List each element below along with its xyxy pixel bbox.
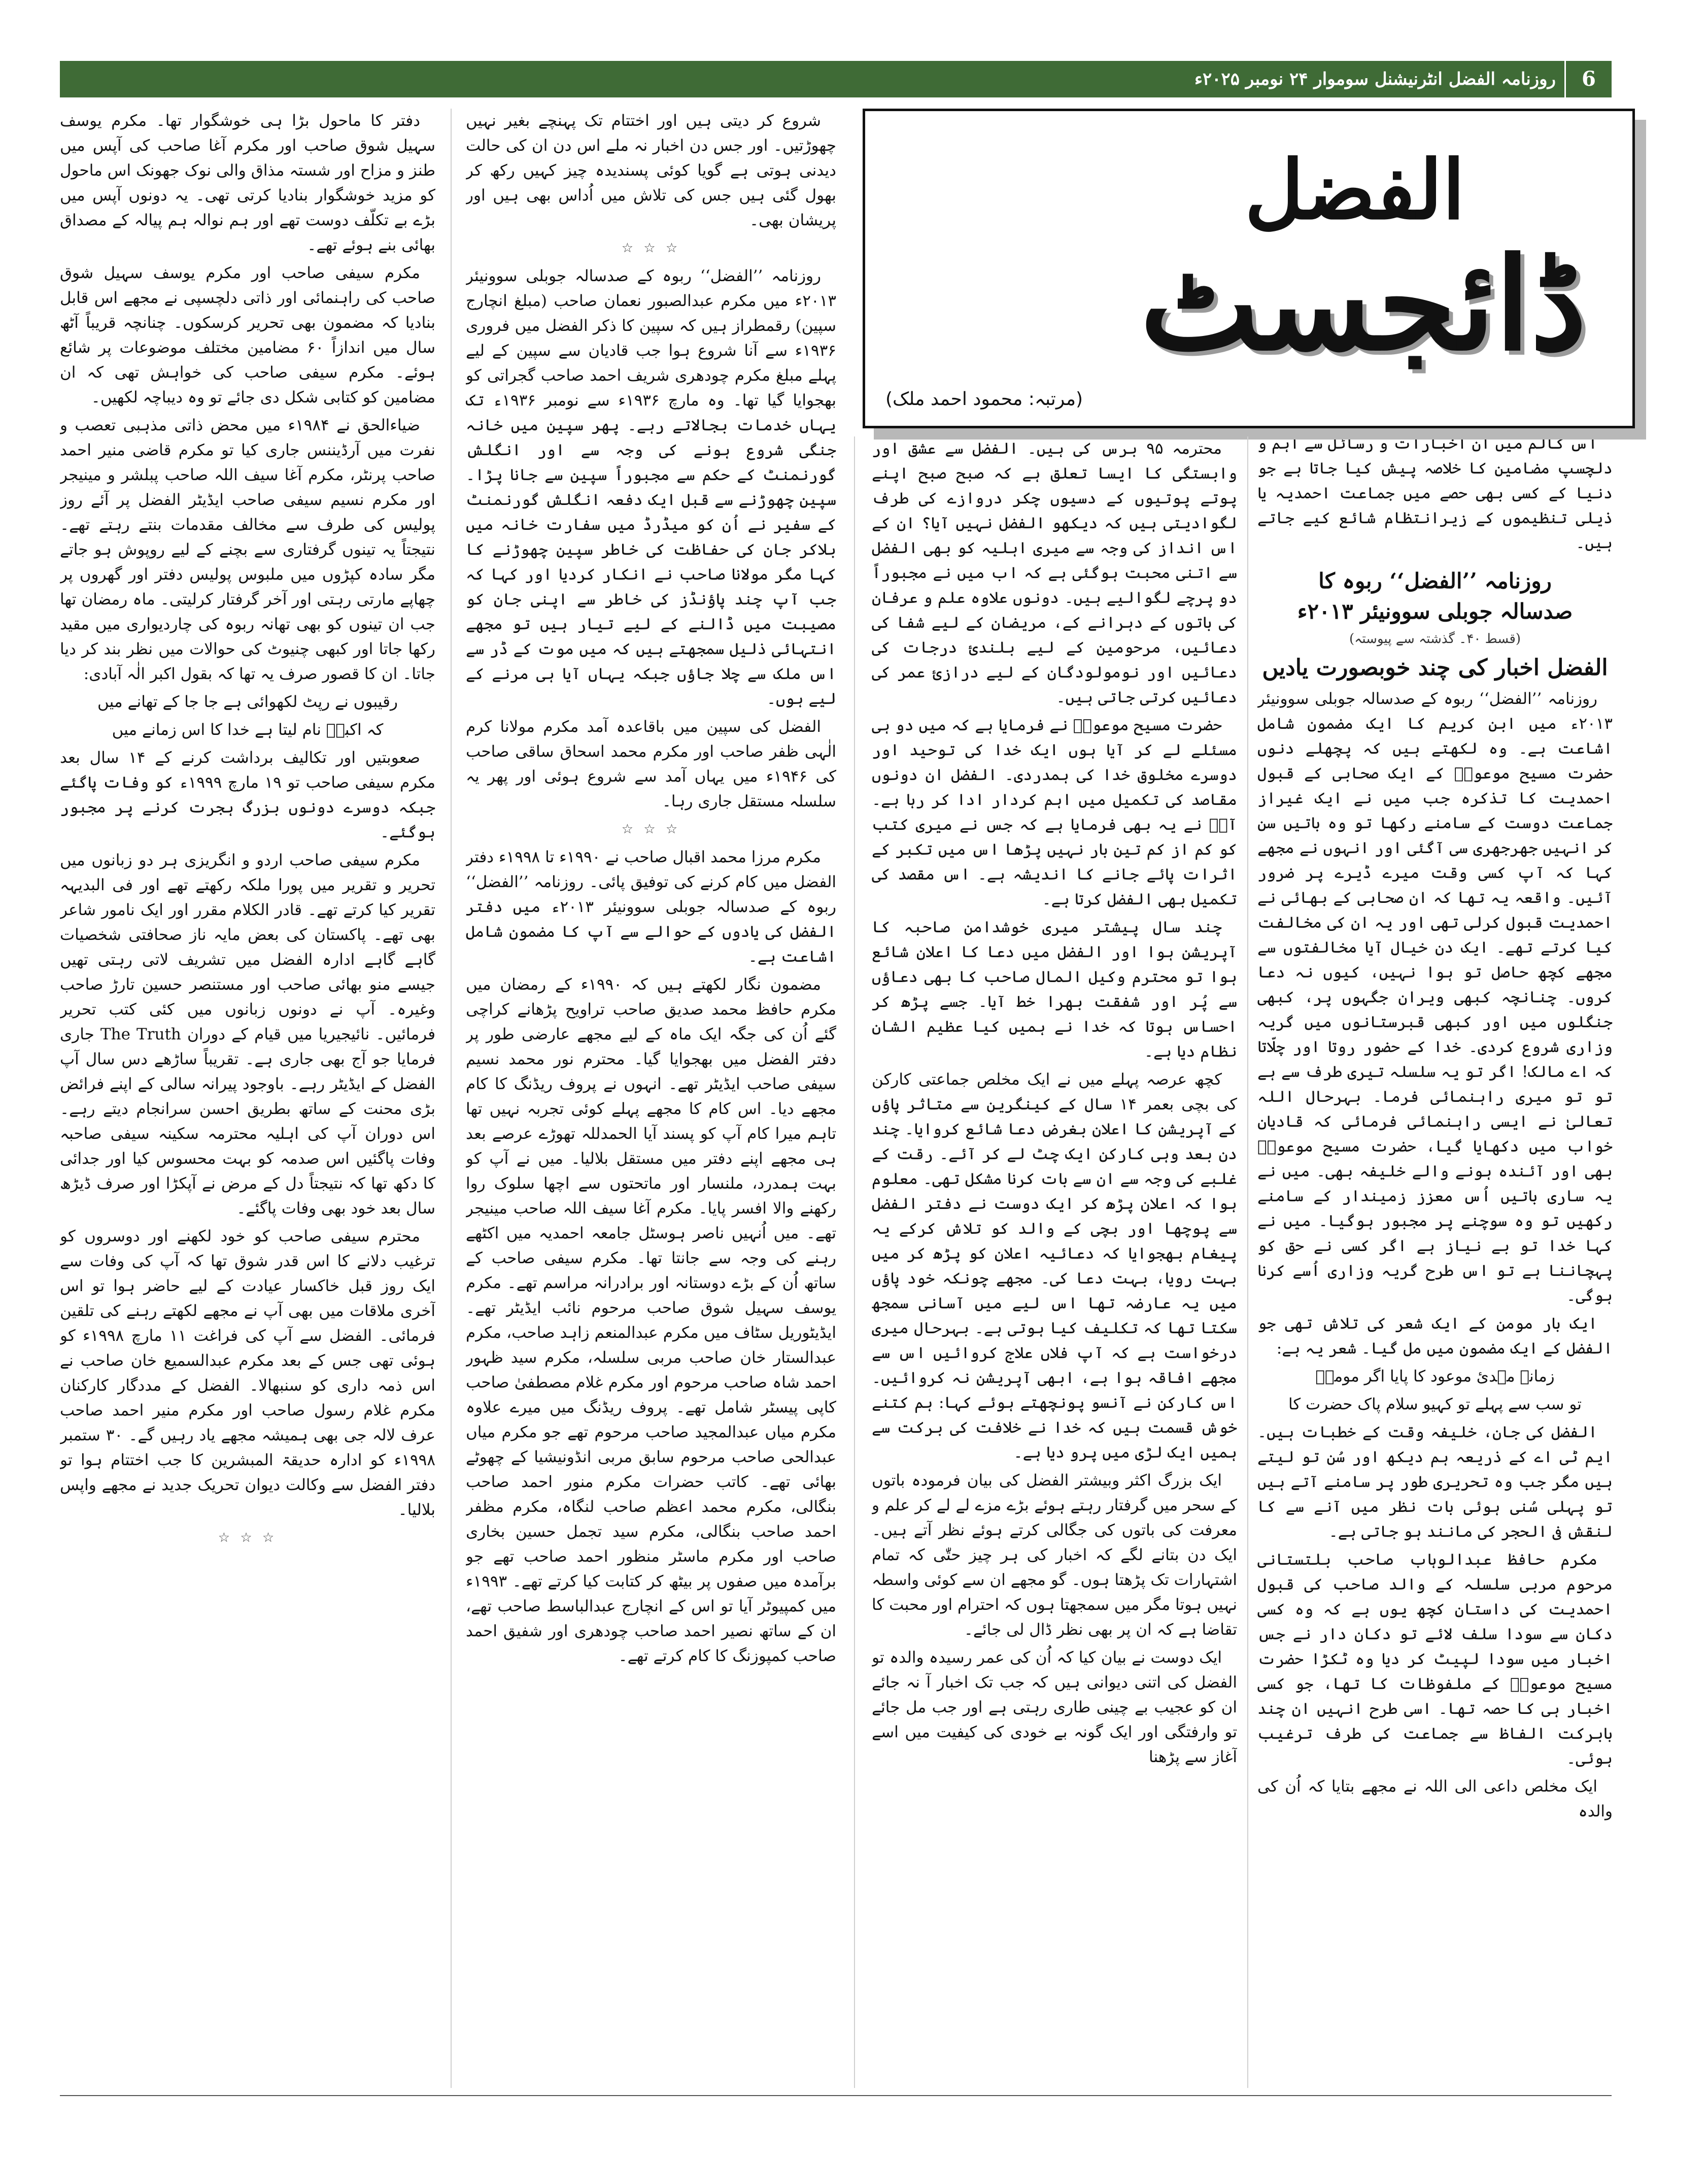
- column-3: [466, 109, 836, 2088]
- article-subheading: الفضل اخبار کی چند خوبصورت یادیں: [1262, 655, 1608, 681]
- digest-masthead: [863, 109, 1635, 428]
- paragraph: مکرم سیفی صاحب اردو و انگریزی ہر دو زبانوں میں تحریر و تقریر میں پورا ملکہ رکھتے تھے اور فی البدیہہ تقریر کیا کرتے تھے۔ قادر الکلام مقرر اور ایک نامور شاعر بھی تھے۔ پاکستان کی بعض مایہ ناز صحافتی شخصیات گاہے گاہے ادارہ الفضل میں تشریف لاتی رہتی تھیں جیسے منو بھائی صاحب اور مستنصر حسین تارڑ صاحب وغیرہ۔ آپ نے دونوں زبانوں میں کئی کتب تحریر فرمائیں۔ نائیجیریا میں قیام کے دوران The Truth جاری فرمایا جو آج بھی جاری ہے۔ تقریباً ساڑھے دس سال آپ الفضل کے ایڈیٹر رہے۔ باوجود پیرانہ سالی کے اپنے فرائض بڑی محنت کے ساتھ بطریق احسن سرانجام دیتے رہے۔ اس دوران آپ کی اہلیہ محترمہ سکینہ سیفی صاحبہ وفات پاگئیں اس صدمہ کو بہت محسوس کیا اور جدائی کا دکھ تھا کہ نتیجتاً دل کے مرض نے آپکڑا اور صرف ڈیڑھ سال بعد خود بھی وفات پاگئے۔: [60, 851, 435, 1218]
- paragraph: محترمہ ۹۵ برس کی ہیں۔ الفضل سے عشق اور وابستگی کا ایسا تعلق ہے کہ صبح صبح اپنے پوتے پوتیوں کے دسیوں چکر دروازے کی طرف لگوادیتی ہیں کہ دیکھو الفضل نہیں آیا؟ ان کے اس انداز کی وجہ سے میری اہلیہ کو بھی الفضل سے اتنی محبت ہوگئی ہے کہ اب میں نے مجبوراً دو پرچے لگوالیے ہیں۔ دونوں علاوہ علم و عرفان کی باتوں کے دہرانے کے، مریضان کے لیے شفا کی دعائیں، مرحومین کے لیے بلندیٔ درجات کی دعائیں اور نومولودگان کے لیے درازیٔ عمر کی دعائیں کرتی جاتی ہیں۔: [872, 440, 1237, 706]
- paragraph: شروع کر دیتی ہیں اور اختتام تک پہنچے بغیر نہیں چھوڑتیں۔ اور جس دن اخبار نہ ملے اس دن ان کی حالت دیدنی ہوتی ہے گویا کوئی پسندیدہ چیز کہیں رکھ کر بھول گئی ہیں جس کی تلاش میں اُداس بھی ہیں اور پریشان بھی۔: [466, 112, 836, 229]
- poem-line: زمانہ مہدیٔ موعود کا پایا اگر مومنؔ: [1315, 1367, 1555, 1386]
- article-installment: (قسط ۴۰۔ گذشتہ سے پیوستہ): [1349, 631, 1521, 647]
- section-divider: ☆ ☆ ☆: [621, 822, 681, 837]
- page-number: 6: [1564, 61, 1612, 97]
- column-4: [60, 109, 435, 2088]
- section-divider: ☆ ☆ ☆: [218, 1530, 278, 1545]
- column-divider: [854, 436, 855, 2088]
- header-title: روزنامہ الفضل انٹرنیشنل سوموار ۲۴ نومبر ۲۰۲۵ء: [1194, 69, 1556, 89]
- paragraph: ایک بزرگ اکثر وبیشتر الفضل کی بیان فرمودہ باتوں کے سحر میں گرفتار رہتے ہوئے بڑے مزے لے لے کر علم و معرفت کی باتوں کی جگالی کرتے ہوئے نظر آتے ہیں۔ ایک دن بتانے لگے کہ اخبار کی ہر چیز حتّٰی کہ تمام اشتہارات تک پڑھتا ہوں۔ گو مجھے ان سے کوئی واسطہ نہیں ہوتا مگر میں سمجھتا ہوں کہ احترام اور محبت کا تقاضا ہے کہ ان پر بھی نظر ڈال لی جائے۔: [872, 1471, 1237, 1639]
- column-divider: [451, 109, 452, 2088]
- paragraph: مکرم مرزا محمد اقبال صاحب نے ۱۹۹۰ء تا ۱۹۹۸ء دفتر الفضل میں کام کرنے کی توفیق پائی۔ روزنامہ ’’الفضل‘‘ ربوہ کے صدسالہ جوبلی سوونیئر ۲۰۱۳ء میں دفتر الفضل کی یادوں کے حوالے سے آپ کا مضمون شامل اشاعت ہے۔: [466, 848, 836, 966]
- paragraph: الفضل کی سپین میں باقاعدہ آمد مکرم مولانا کرم الٰہی ظفر صاحب اور مکرم محمد اسحاق ساقی صاحب کی ۱۹۴۶ء میں یہاں آمد سے شروع ہوئی اور پھر یہ سلسلہ مستقل جاری رہا۔: [466, 718, 836, 811]
- paragraph: مکرم حافظ عبدالوہاب صاحب بلتستانی مرحوم مربی سلسلہ کے والد صاحب کی قبول احمدیت کی داستان کچھ یوں ہے کہ وہ کسی دکان سے سودا سلف لائے تو دکان دار نے جس اخبار میں سودا لپیٹ کر دیا وہ ٹکڑا حضرت مسیح موعودؑ کے ملفوظات کا تھا، جو کسی اخبار ہی کا حصہ تھا۔ اسی طرح انہیں ان چند بابرکت الفاظ سے جماعت کی طرف ترغیب ہوئی۔: [1257, 1550, 1613, 1768]
- poem-line: رقیبوں نے رپٹ لکھوائی ہے جا جا کے تھانے میں: [97, 693, 398, 711]
- paragraph: روزنامہ ’’الفضل‘‘ ربوہ کے صدسالہ جوبلی سوونیئر ۲۰۱۳ء میں ابن کریم کا ایک مضمون شامل اشاعت ہے۔ وہ لکھتے ہیں کہ پچھلے دنوں حضرت مسیح موعودؑ کے ایک صحابی کے قبول احمدیت کا تذکرہ جب میں نے ایک غیراز جماعت دوست کے سامنے رکھا تو وہ باتیں سن کر انہیں جھرجھری سی آگئی اور انہوں نے مجھے کہا کہ آپ کسی وقت میرے ڈیرے پر ضرور آئیں۔ واقعہ یہ تھا کہ ان صحابی کے بھائی نے احمدیت قبول کرلی تھی اور یہ ان کی مخالفت کیا کرتے تھے۔ ایک دن خیال آیا مخالفتوں سے مجھے کچھ حاصل تو ہوا نہیں، کیوں نہ دعا کروں۔ چنانچہ کبھی ویران جگہوں پر، کبھی جنگلوں میں اور کبھی قبرستانوں میں گریہ وزاری شروع کردی۔ خدا کے حضور روتا اور چلّاتا کہ اے مالک! اگر تو یہ سلسلہ تیری طرف سے ہے تو تو میری راہنمائی فرما۔ بہرحال اللہ تعالیٰ نے ایسی راہنمائی فرمائی کہ قادیان خواب میں دکھایا گیا، حضرت مسیح موعودؑ بھی اور آئندہ ہونے والے خلیفہ بھی۔ میں نے یہ ساری باتیں اُس معزز زمیندار کے سامنے رکھیں تو وہ سوچنے پر مجبور ہوگیا۔ میں نے کہا خدا تو بے نیاز ہے اگر کسی نے حق کو پہچاننا ہے تو اس طرح گریہ وزاری اُسے کرنا ہوگی۔: [1257, 690, 1613, 1305]
- article-heading-line2: صدسالہ جوبلی سوونیئر ۲۰۱۳ء: [1297, 599, 1573, 624]
- bottom-rule: [60, 2095, 1612, 2096]
- paragraph: مکرم سیفی صاحب اور مکرم یوسف سہیل شوق صاحب کی راہنمائی اور ذاتی دلچسپی نے مجھے اس قابل بنادیا کہ مضمون بھی تحریر کرسکوں۔ چنانچہ قریباً آٹھ سال میں اندازاً ۶۰ مضامین مختلف موضوعات پر شائع ہوئے۔ مکرم سیفی صاحب کی خواہش تھی کہ ان مضامین کو کتابی شکل دی جائے تو وہ دیباچہ لکھیں۔: [60, 264, 435, 407]
- paragraph: ضیاءالحق نے ۱۹۸۴ء میں محض ذاتی مذہبی تعصب و نفرت میں آرڈیننس جاری کیا تو مکرم قاضی منیر احمد صاحب پرنٹر، مکرم آغا سیف اللہ صاحب پبلشر و مینیجر اور مکرم نسیم سیفی صاحب ایڈیٹر الفضل پر آئے روز پولیس کی طرف سے مخالف مقدمات بنتے رہتے تھے۔ نتیجتاً یہ تینوں گرفتاری سے بچنے کے لیے روپوش ہو جاتے مگر سادہ کپڑوں میں ملبوس پولیس دفتر اور گھروں پر چھاپے مارتی رہتی اور آخر گرفتار کرلیتی۔ ماہ رمضان تھا جب ان تینوں کو بھی تھانہ ربوہ کی چاردیواری میں مقید رکھا جاتا اور کبھی چنیوٹ کی حوالات میں نظر بند کر دیا جاتا۔ ان کا قصور صرف یہ تھا کہ بقول اکبر الٰہ آبادی:: [60, 416, 435, 683]
- masthead-editor: (مرتبہ: محمود احمد ملک): [885, 389, 1083, 410]
- column-2: [872, 436, 1237, 2088]
- header-bar: [60, 61, 1612, 97]
- poem-line: تو سب سے پہلے تو کہیو سلام پاک حضرت کا: [1288, 1395, 1582, 1413]
- column-intro: اس کالم میں ان اخبارات و رسائل سے اہم و دلچسپ مضامین کا خلاصہ پیش کیا جاتا ہے جو دنیا کے کسی بھی حصے میں جماعت احمدیہ یا ذیلی تنظیموں کے زیرانتظام شائع کیے جاتے ہیں۔: [1257, 434, 1613, 552]
- paragraph: دفتر کا ماحول بڑا ہی خوشگوار تھا۔ مکرم یوسف سہیل شوق صاحب اور مکرم آغا صاحب کی آپس میں طنز و مزاح اور شستہ مذاق والی نوک جھونک اس ماحول کو مزید خوشگوار بنادیا کرتی تھی۔ یہ دونوں آپس میں بڑے بے تکلّف دوست تھے اور ہم نوالہ ہم پیالہ کے مصداق بھائی بنے ہوئے تھے۔: [60, 112, 435, 254]
- section-divider: ☆ ☆ ☆: [621, 241, 681, 256]
- paragraph: محترم سیفی صاحب کو خود لکھنے اور دوسروں کو ترغیب دلانے کا اس قدر شوق تھا کہ آپ کی وفات سے ایک روز قبل خاکسار عیادت کے لیے حاضر ہوا تو اس آخری ملاقات میں بھی آپ نے مجھے لکھتے رہنے کی تلقین فرمائی۔ الفضل سے آپ کی فراغت ۱۱ مارچ ۱۹۹۸ء کو ہوئی تھی جس کے بعد مکرم عبدالسمیع خان صاحب نے اس ذمہ داری کو سنبھالا۔ الفضل کے مددگار کارکنان مکرم غلام رسول صاحب اور مکرم منیر احمد صاحب عرف لالہ جی بھی ہمیشہ مجھے یاد رہیں گے۔ ۳۰ ستمبر ۱۹۹۸ء کو ادارہ حدیقۃ المبشرین کا جب اختتام ہوا تو دفتر الفضل سے وکالت دیوان تحریک جدید نے مجھے واپس بلالیا۔: [60, 1227, 435, 1519]
- paragraph: صعوبتیں اور تکالیف برداشت کرنے کے ۱۴ سال بعد مکرم سیفی صاحب تو ۱۹ مارچ ۱۹۹۹ء کو وفات پاگئے جبکہ دوسرے دونوں بزرگ ہجرت کرنے پر مجبور ہوگئے۔: [60, 749, 435, 841]
- paragraph: ایک مخلص داعی الی اللہ نے مجھے بتایا کہ اُن کی والدہ: [1257, 1777, 1613, 1820]
- masthead-title-digest: ڈائجسٹ: [1140, 229, 1587, 379]
- paragraph: مضمون نگار لکھتے ہیں کہ ۱۹۹۰ء کے رمضان میں مکرم حافظ محمد صدیق صاحب تراویح پڑھانے کراچی گئے اُن کی جگہ ایک ماہ کے لیے مجھے عارضی طور پر دفتر الفضل میں بھجوایا گیا۔ محترم نور محمد نسیم سیفی صاحب ایڈیٹر تھے۔ انہوں نے پروف ریڈنگ کا کام مجھے دیا۔ اس کام کا مجھے پہلے کوئی تجربہ نہیں تھا تاہم میرا کام آپ کو پسند آیا الحمدللہ تھوڑے عرصے بعد ہی مجھے اپنے دفتر میں مستقل بلالیا۔ میں نے آپ کو بہت ہمدرد، ملنسار اور ماتحتوں سے اچھا سلوک روا رکھنے والا افسر پایا۔ مکرم آغا سیف اللہ صاحب مینیجر تھے۔ میں اُنہیں ناصر ہوسٹل جامعہ احمدیہ میں اکٹھے رہنے کی وجہ سے جانتا تھا۔ مکرم سیفی صاحب کے ساتھ اُن کے بڑے دوستانہ اور برادرانہ مراسم تھے۔ مکرم یوسف سہیل شوق صاحب مرحوم نائب ایڈیٹر تھے۔ ایڈیٹوریل سٹاف میں مکرم عبدالمنعم زاہد صاحب، مکرم عبدالستار خان صاحب مربی سلسلہ، مکرم سید ظہور احمد شاہ صاحب مرحوم اور مکرم غلام مصطفیٰ صاحب کاپی پیسٹر شامل تھے۔ پروف ریڈنگ میں میرے علاوہ مکرم میاں عبدالمجید صاحب مرحوم تھے جو مکرم میاں عبدالحی صاحب مرحوم سابق مربی انڈونیشیا کے چھوٹے بھائی تھے۔ کاتب حضرات مکرم منور احمد صاحب بنگالی، مکرم محمد اعظم صاحب لنگاہ، مکرم مظفر احمد صاحب بنگالی، مکرم سید تجمل حسین بخاری صاحب اور مکرم ماسٹر منظور احمد صاحب تھے جو برآمدہ میں صفوں پر بیٹھ کر کتابت کیا کرتے تھے۔ ۱۹۹۳ء میں کمپیوٹر آیا تو اس کے انچارج عبدالباسط صاحب تھے، ان کے ساتھ نصیر احمد صاحب چودھری اور شفیق احمد صاحب کمپوزنگ کا کام کرتے تھے۔: [466, 975, 836, 1665]
- paragraph: الفضل کی جان، خلیفہ وقت کے خطبات ہیں۔ ایم ٹی اے کے ذریعہ ہم دیکھ اور سُن تو لیتے ہیں مگر جب وہ تحریری طور پر سامنے آتے ہیں تو پہلی سُنی ہوئی بات نظر میں آنے سے کا لنقش فی الحجر کی مانند ہو جاتی ہے۔: [1257, 1423, 1613, 1541]
- paragraph: ایک دوست نے بیان کیا کہ اُن کی عمر رسیدہ والدہ تو الفضل کی اتنی دیوانی ہیں کہ جب تک اخبار آ نہ جائے ان کو عجیب بے چینی طاری رہتی ہے اور جب مل جائے تو وارفتگی اور ایک گونہ بے خودی کی کیفیت میں اسے آغاز سے پڑھنا: [872, 1648, 1237, 1766]
- paragraph: چند سال پیشتر میری خوشدامن صاحبہ کا آپریشن ہوا اور الفضل میں دعا کا اعلان شائع ہوا تو محترم وکیل المال صاحب کا بھی دعاؤں سے پُر اور شفقت بھرا خط آیا۔ جسے پڑھ کر احساس ہوتا کہ خدا نے ہمیں کیا عظیم الشان نظام دیا ہے۔: [872, 918, 1237, 1061]
- column-divider: [1247, 436, 1248, 2088]
- paragraph: حضرت مسیح موعودؑ نے فرمایا ہے کہ میں دو ہی مسئلے لے کر آیا ہوں ایک خدا کی توحید اور دوسرے مخلوق خدا کی ہمدردی۔ الفضل ان دونوں مقاصد کی تکمیل میں اہم کردار ادا کر رہا ہے۔ آپؑ نے یہ بھی فرمایا ہے کہ جس نے میری کتب کو کم از کم تین بار نہیں پڑھا اس میں تکبر کے اثرات پائے جانے کا اندیشہ ہے۔ اس مقصد کی تکمیل بھی الفضل کرتا ہے۔: [872, 716, 1237, 908]
- paragraph: روزنامہ ’’الفضل‘‘ ربوہ کے صدسالہ جوبلی سوونیئر ۲۰۱۳ء میں مکرم عبدالصبور نعمان صاحب (مبلغ انچارج سپین) رقمطراز ہیں کہ سپین کا ذکر الفضل میں فروری ۱۹۳۶ء سے آنا شروع ہوا جب قادیان سے سپین کے لیے پہلے مبلغ مکرم چودھری شریف احمد صاحب گجراتی کو بھجوایا گیا تھا۔ وہ مارچ ۱۹۳۶ء سے نومبر ۱۹۳۶ء تک یہاں خدمات بجالاتے رہے۔ پھر سپین میں خانہ جنگی شروع ہونے کی وجہ سے اور انگلش گورنمنٹ کے حکم سے مجبوراً سپین سے جانا پڑا۔ سپین چھوڑنے سے قبل ایک دفعہ انگلش گورنمنٹ کے سفیر نے اُن کو میڈرڈ میں سفارت خانہ میں بلاکر جان کی حفاظت کی خاطر سپین چھوڑنے کا کہا مگر مولانا صاحب نے انکار کردیا اور کہا کہ جب آپ چند پاؤنڈز کی خاطر سے اپنی جان کو مصیبت میں ڈالنے کے لیے تیار ہیں تو مجھے انتہائی ذلیل سمجھتے ہیں کہ میں موت کے ڈر سے اس ملک سے چلا جاؤں جبکہ یہاں آیا ہی مرنے کے لیے ہوں۔: [466, 267, 836, 708]
- masthead-title-alfazl: الفضل: [1244, 142, 1465, 238]
- paragraph: ایک بار مومن کے ایک شعر کی تلاش تھی جو الفضل کے ایک مضمون میں مل گیا۔ شعر یہ ہے:: [1257, 1314, 1613, 1358]
- paragraph: کچھ عرصہ پہلے میں نے ایک مخلص جماعتی کارکن کی بچی بعمر ۱۴ سال کے کینگرین سے متاثر پاؤں کے آپریشن کا اعلان بغرض دعا شائع کروایا۔ چند دن بعد وہی کارکن ایک چٹ لے کر آئے۔ رقت کے غلبے کی وجہ سے ان سے بات کرنا مشکل تھی۔ معلوم ہوا کہ اعلان پڑھ کر ایک دوست نے دفتر الفضل سے پوچھا اور بچی کے والد کو تلاش کرکے یہ پیغام بھجوایا کہ دعائیہ اعلان کو پڑھ کر میں بہت رویا، بہت دعا کی۔ مجھے چونکہ خود پاؤں میں یہ عارضہ تھا اس لیے میں آسانی سمجھ سکتا تھا کہ تکلیف کیا ہوتی ہے۔ بہرحال میری درخواست ہے کہ آپ فلاں علاج کروائیں اس سے مجھے افاقہ ہوا ہے، ابھی آپریشن نہ کروائیں۔ اس کارکن نے آنسو پونچھتے ہوئے کہا: ہم کتنے خوش قسمت ہیں کہ خدا نے خلافت کی برکت سے ہمیں ایک لڑی میں پرو دیا ہے۔: [872, 1070, 1237, 1462]
- article-heading: [1257, 566, 1613, 627]
- article-heading-line1: روزنامہ ’’الفضل‘‘ ربوہ کا: [1318, 568, 1552, 593]
- poem-line: کہ اکبرؔ نام لیتا ہے خدا کا اس زمانے میں: [112, 721, 384, 739]
